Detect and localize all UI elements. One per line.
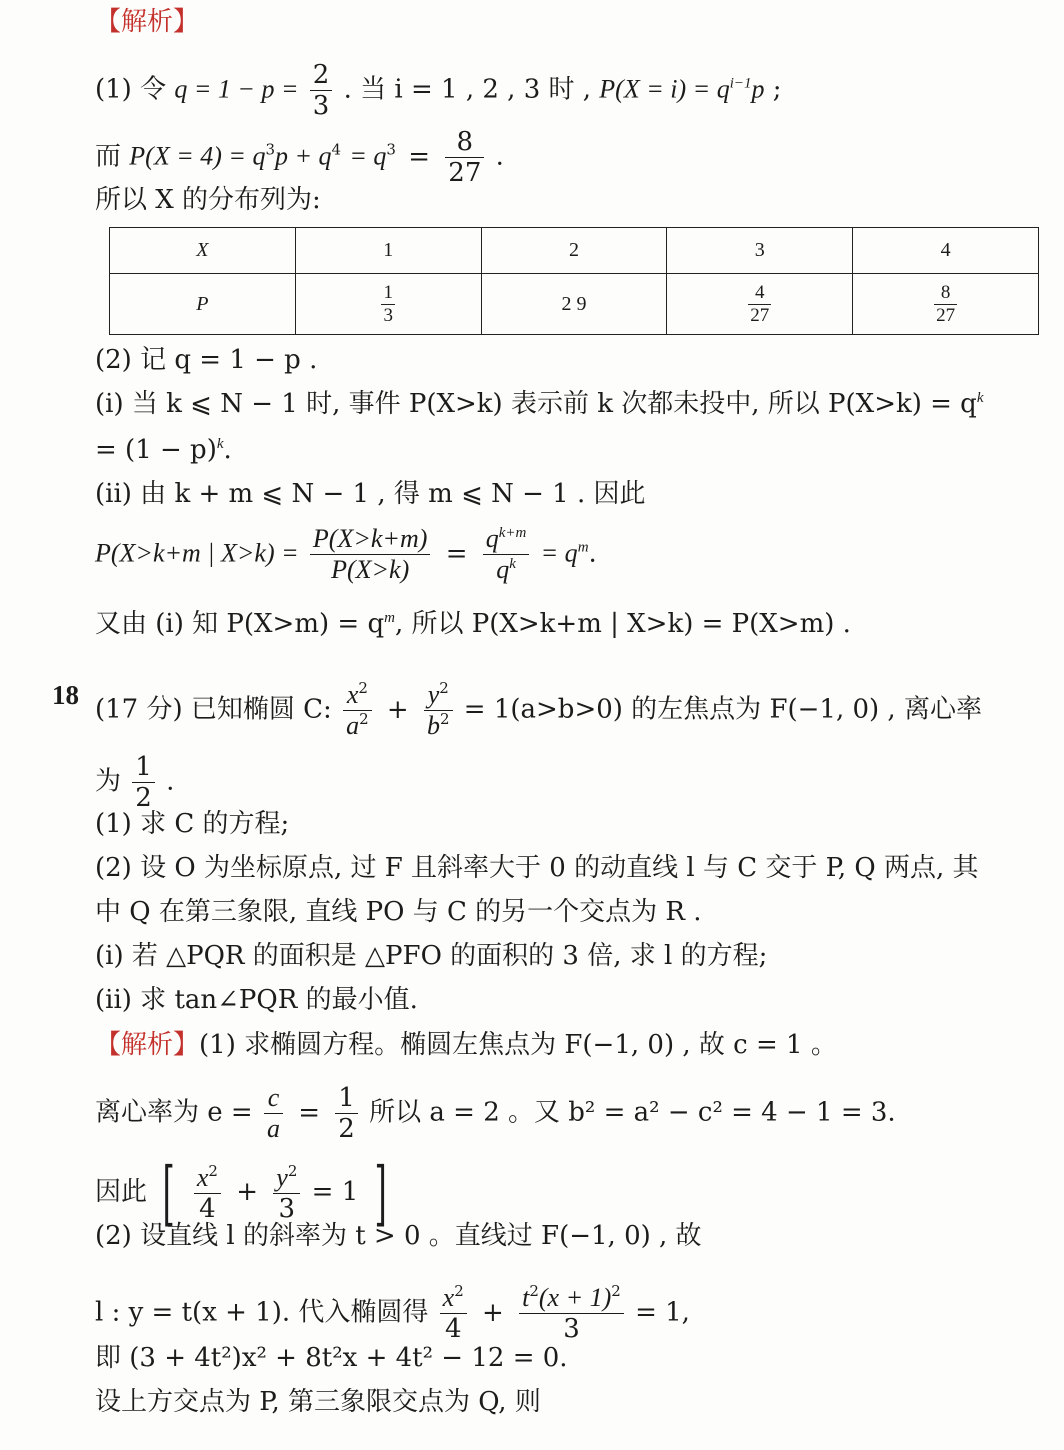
solution18-line-3: 因此 [ $\frac{x^2}{4}$ + $\frac{y^2}{3}$ = 1 ] — [95, 1152, 387, 1234]
solution-line-6: = $(1 - p)^k$. — [95, 435, 232, 465]
question-stem-cont: 为 $\frac{1}{2}$ . — [95, 752, 175, 813]
question-stem: (17 分) 已知椭圆 C: $\frac{x^2}{a^2}$ + $\frac{y^2}{b^2}$ = 1(a>b>0) 的左焦点为 F(−1, 0) , 离心率 — [95, 679, 982, 740]
solution-line-3: 所以 X 的分布列为: — [95, 185, 321, 215]
question-part-2: (2) 设 O 为坐标原点, 过 F 且斜率大于 0 的动直线 l 与 C 交于 P, Q 两点, 其 — [95, 853, 979, 883]
table-cell: $\frac{8}{27}$ — [853, 274, 1039, 335]
fraction-x2-4: $\frac{x^2}{4}$ — [440, 1283, 467, 1344]
table-row — [110, 274, 1039, 335]
table-cell: 2 — [481, 228, 667, 274]
solution-tag: 【解析】 — [95, 7, 200, 37]
fraction-c-a: $\frac{c}{a}$ — [264, 1083, 283, 1144]
question-part-1: (1) 求 C 的方程; — [95, 809, 290, 839]
solution18-line-2: 离心率为 e = $\frac{c}{a}$ = $\frac{1}{2}$ 所以 a = 2 。又 b² = a² − c² = 4 − 1 = 3. — [95, 1083, 896, 1144]
table-cell: $\frac{4}{27}$ — [667, 274, 853, 335]
question-part-2ii: (ii) 求 tan∠PQR 的最小值. — [95, 985, 418, 1015]
solution18-line-5: l : y = t(x + 1). 代入椭圆得 $\frac{x^2}{4}$ + $\frac{t^2(x + 1)^2}{3}$ = 1, — [95, 1282, 690, 1344]
fraction-q-power: $\frac{q^{k+m}}{q^k}$ — [483, 524, 530, 585]
fraction-one-half: $\frac{1}{2}$ — [132, 752, 155, 813]
solution-tag: 【解析】 — [95, 1030, 200, 1060]
question-part-2-cont: 中 Q 在第三象限, 直线 PO 与 C 的另一个交点为 R . — [95, 897, 702, 927]
table-cell: 3 — [667, 228, 853, 274]
table-cell: 4 — [853, 228, 1039, 274]
distribution-table — [109, 227, 1039, 335]
table-cell: P — [110, 274, 296, 335]
fraction-probability: $\frac{P(X>k+m)}{P(X>k)}$ — [310, 524, 431, 585]
solution-line-5: (i) 当 k ⩽ N − 1 时, 事件 P(X>k) 表示前 k 次都未投中, 所以 $P(X>k) = q^k$ — [95, 389, 984, 419]
solution18-line-4: (2) 设直线 l 的斜率为 t > 0 。直线过 F(−1, 0) , 故 — [95, 1221, 702, 1251]
fraction-y2-3: $\frac{y^2}{3}$ — [273, 1163, 300, 1224]
solution-line-2: 而 $P(X = 4) = q^3p + q^4 = q^3$ = $\frac{8}{27}$ . — [95, 127, 504, 188]
table-cell: $\frac{1}{3}$ — [295, 274, 481, 335]
fraction-x2-a2: $\frac{x^2}{a^2}$ — [343, 680, 372, 741]
solution-line-8: 又由 (i) 知 $P(X>m) = q^m$, 所以 P(X>k+m | X>k) = P(X>m) . — [95, 609, 851, 639]
solution-line-7: (ii) 由 k + m ⩽ N − 1 , 得 m ⩽ N − 1 . 因此 — [95, 479, 646, 509]
fraction-one-half: $\frac{1}{2}$ — [335, 1083, 358, 1144]
table-cell: 2 9 — [481, 274, 667, 335]
question-number: 18 — [52, 680, 79, 710]
fraction-y2-b2: $\frac{y^2}{b^2}$ — [424, 680, 453, 741]
solution18-line-1: 【解析】(1) 求椭圆方程。椭圆左焦点为 F(−1, 0) , 故 c = 1 。 — [95, 1030, 837, 1060]
table-cell: 1 — [295, 228, 481, 274]
fraction-t2x1-3: $\frac{t^2(x + 1)^2}{3}$ — [519, 1283, 624, 1344]
question-part-2i: (i) 若 △PQR 的面积是 △PFO 的面积的 3 倍, 求 l 的方程; — [95, 941, 768, 971]
fraction-two-thirds: $\frac{2}{3}$ — [310, 60, 333, 121]
table-cell: X — [110, 228, 296, 274]
fraction-8-27: $\frac{8}{27}$ — [445, 127, 484, 188]
solution-line-4: (2) 记 q = 1 − p . — [95, 345, 318, 375]
conditional-probability-equation: P(X>k+m | X>k) = $\frac{P(X>k+m)}{P(X>k)}$ = $\frac{q^{k+m}}{q^k}$ = $q^m$. — [95, 524, 597, 584]
solution-line-1: (1) 令 q = 1 − p = $\frac{2}{3}$ . 当 i = 1 , 2 , 3 时 , $P(X = i) = q^{i-1}p$ ; — [95, 60, 782, 121]
table-header-row — [110, 228, 1039, 274]
fraction-x2-4: $\frac{x^2}{4}$ — [194, 1163, 221, 1224]
solution18-line-6: 即 (3 + 4t²)x² + 8t²x + 4t² − 12 = 0. — [95, 1343, 568, 1373]
solution18-line-7: 设上方交点为 P, 第三象限交点为 Q, 则 — [95, 1387, 541, 1417]
